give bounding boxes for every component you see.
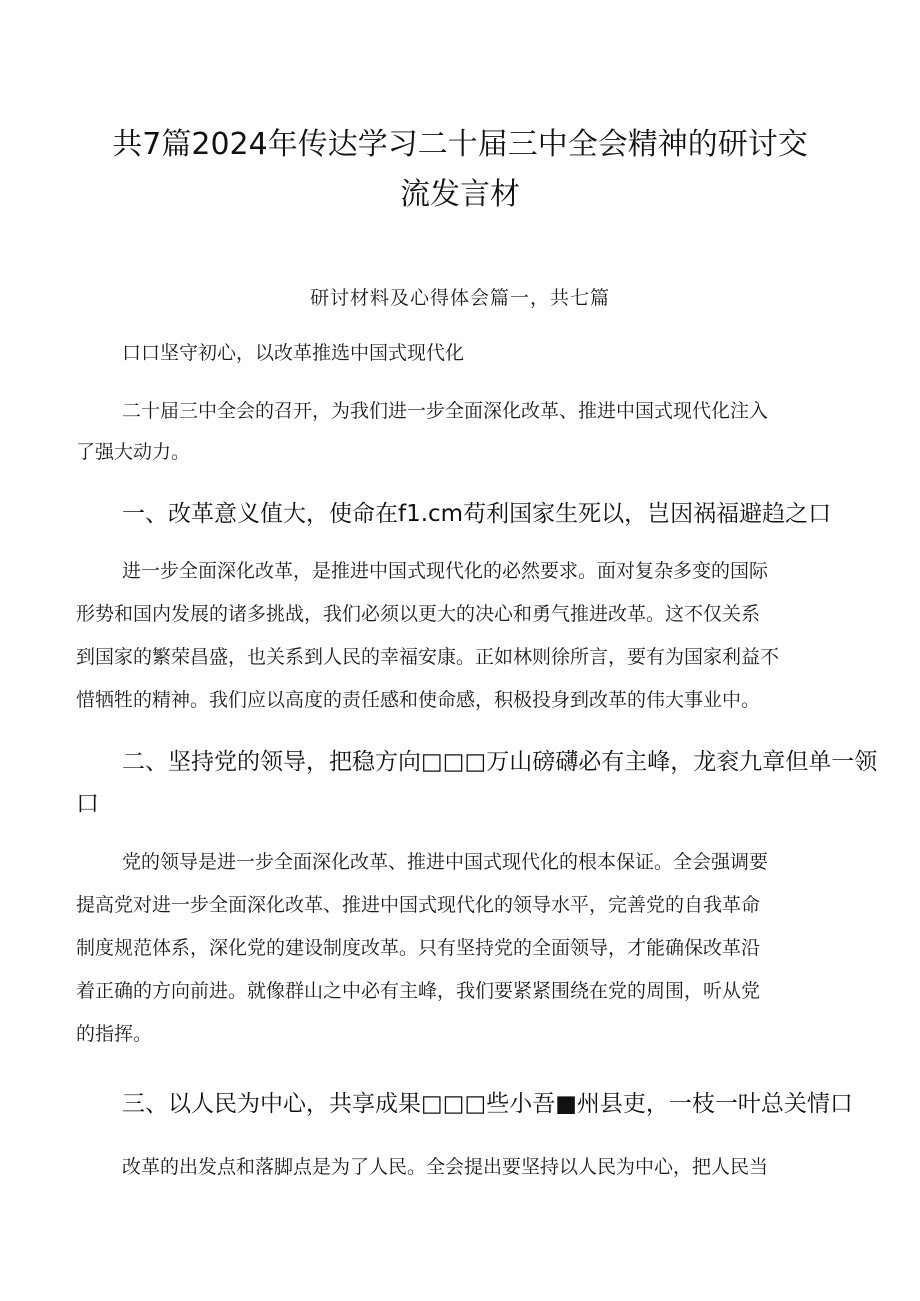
section-2-heading-line-1: 二、坚持党的领导，把稳方向□□□万山磅礴必有主峰，龙衮九章但单一领 [122,749,878,775]
intro-heading: 口口坚守初心，以改革推选中国式现代化 [122,342,465,364]
section-2-paragraph-line: 党的领导是进一步全面深化改革、推进中国式现代化的根本保证。全会强调要 [122,851,769,873]
section-2-paragraph-line: 的指挥。 [76,1023,153,1045]
section-2-heading-line-2: 口 [76,791,99,817]
section-2-paragraph-line: 提高党对进一步全面深化改革、推进中国式现代化的领导水平，完善党的自我革命 [76,894,761,916]
document-title-line-1: 共7篇2024年传达学习二十届三中全会精神的研讨交 [112,127,808,162]
section-1-paragraph-line: 惜牺牲的精神。我们应以高度的责任感和使命感，积极投身到改革的伟大事业中。 [76,689,761,711]
document-title-line-2: 流发言材 [400,177,520,212]
section-2-paragraph-line: 制度规范体系，深化党的建设制度改革。只有坚持党的全面领导，才能确保改革沿 [76,937,761,959]
section-2-paragraph-line: 着正确的方向前进。就像群山之中必有主峰，我们要紧紧围绕在党的周围，听从党 [76,980,761,1002]
section-1-paragraph-line: 进一步全面深化改革，是推进中国式现代化的必然要求。面对复杂多变的国际 [122,560,769,582]
section-3-paragraph-line: 改革的出发点和落脚点是为了人民。全会提出要坚持以人民为中心，把人民当 [122,1156,769,1178]
section-1-heading: 一、改革意义值大，使命在f1.cm苟利国家生死以，岂因祸福避趋之口 [122,501,832,527]
intro-paragraph-line: 二十届三中全会的召开，为我们进一步全面深化改革、推进中国式现代化注入 [122,400,769,422]
section-1-paragraph-line: 到国家的繁荣昌盛，也关系到人民的幸福安康。正如林则徐所言，要有为国家利益不 [76,646,780,668]
section-3-heading: 三、以人民为中心，共享成果□□□些小吾■州县吏，一枝一叶总关情口 [122,1091,853,1117]
document-subtitle: 研讨材料及心得体会篇一，共七篇 [309,287,610,309]
intro-paragraph-line: 了强大动力。 [76,441,191,463]
section-1-paragraph-line: 形势和国内发展的诸多挑战，我们必须以更大的决心和勇气推进改革。这不仅关系 [76,603,761,625]
